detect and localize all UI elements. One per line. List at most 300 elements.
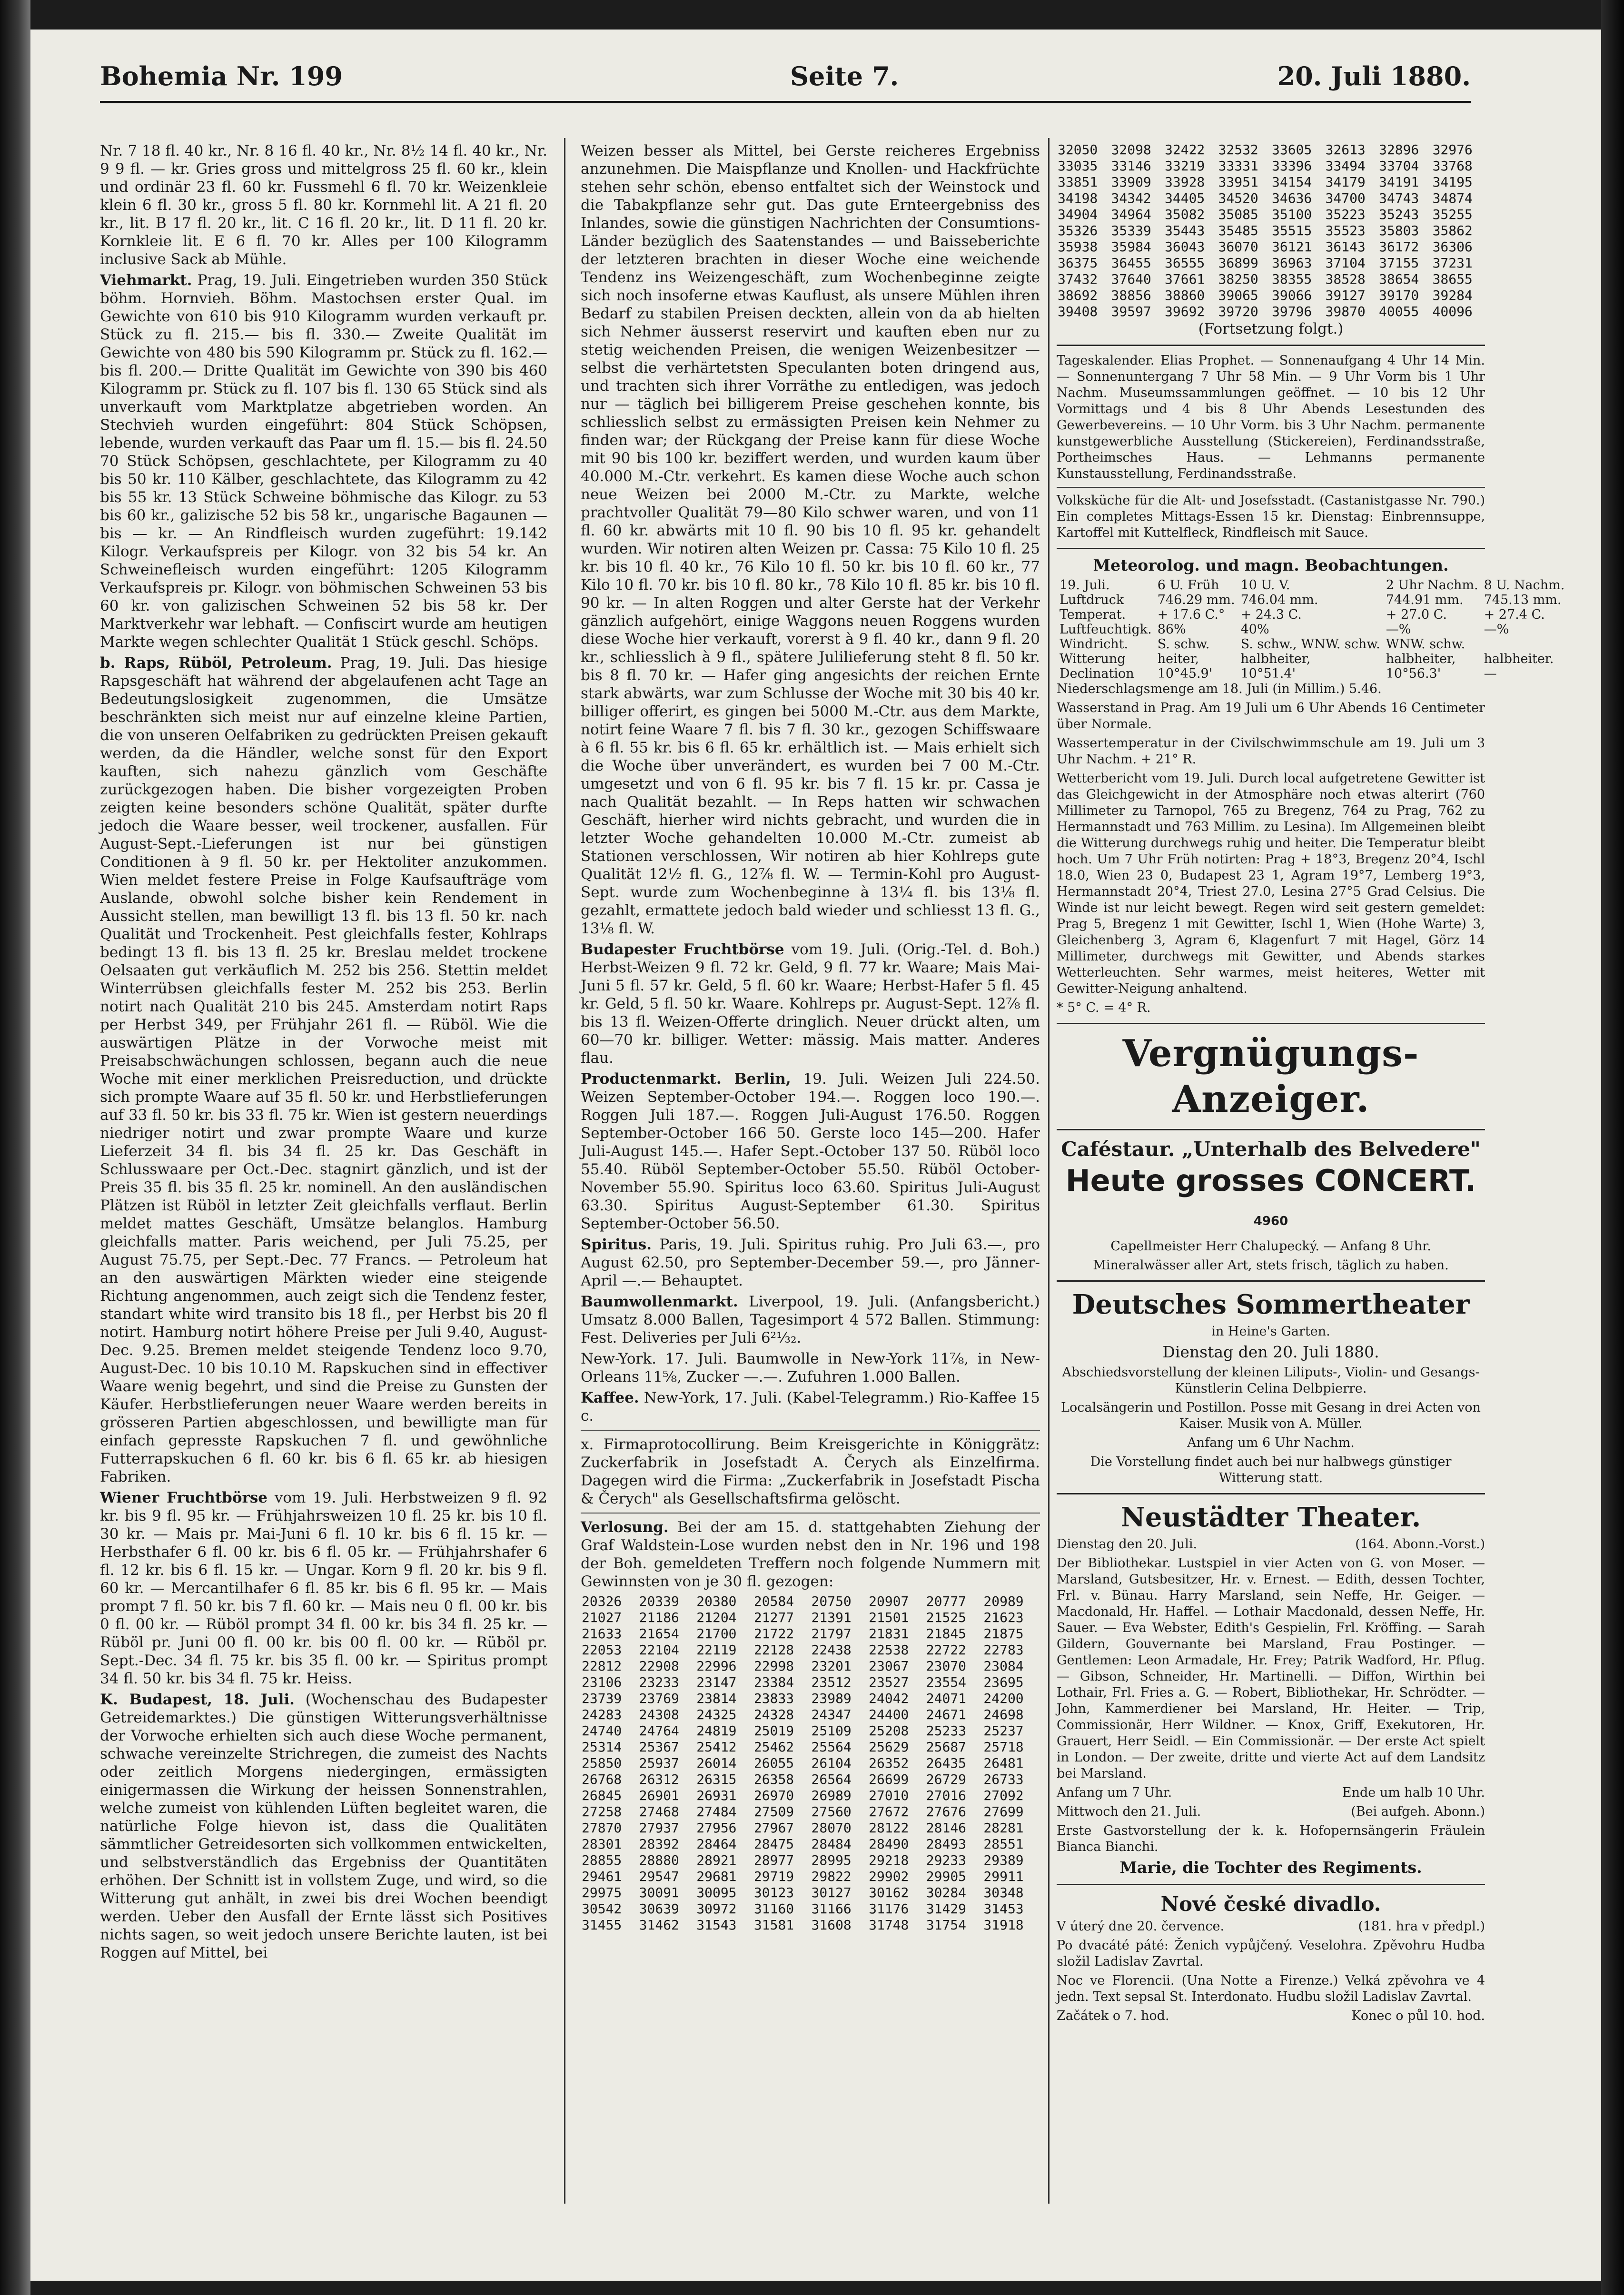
lottery-number: 28921 — [696, 1852, 737, 1868]
lottery-row — [1057, 255, 1485, 271]
header-paper-name: Bohemia Nr. 199 — [100, 61, 343, 91]
lottery-number: 31754 — [926, 1917, 967, 1933]
lottery-row — [581, 1642, 1040, 1658]
budapest-exchange-text: vom 19. Juli. (Orig.-Tel. d. Boh.) Herbst-Weizen 9 fl. 72 kr. Geld, 9 fl. 77 kr. Waare; Mais Mai-Juni 5 fl. 57 kr. Geld, 5 fl. 60 kr. Waare; Herbst-Hafer 5 fl. 45 kr. Geld, 5 fl. 50 kr. Waare. Kohlreps pr. August-Sept. 12⅞ fl. bis 13 fl. Weizen-Offerte dringlich. Neuer drückt alten, um 60—70 kr. billiger. Wetter: mässig. Mais matter. Anderes flau. — [581, 941, 1040, 1067]
lottery-number: 35082 — [1165, 207, 1205, 222]
lottery-number: 33219 — [1165, 158, 1205, 174]
lottery-number: 22812 — [582, 1658, 622, 1674]
lottery-number: 33768 — [1432, 158, 1473, 174]
lottery-number: 21875 — [983, 1626, 1024, 1642]
lottery-number: 34636 — [1272, 190, 1312, 206]
lottery-number: 30284 — [926, 1885, 967, 1900]
soup-kitchen-notice: Volksküche für die Alt- und Josefsstadt. (Castanistgasse Nr. 790.) Ein completes Mittags-Essen 15 kr. Dienstag: Einbrennsuppe, Kartoffel mit Kuttelfleck, Rindfleisch mit Sauce. — [1057, 493, 1485, 540]
lottery-number: 26312 — [639, 1771, 679, 1787]
lottery-number: 25564 — [811, 1739, 852, 1755]
lottery-number: 34179 — [1325, 174, 1366, 190]
lottery-number: 35100 — [1272, 207, 1312, 222]
meteorology-cell: S. schw. — [1157, 637, 1210, 652]
lottery-number: 28475 — [753, 1836, 794, 1852]
lottery-number: 28122 — [869, 1820, 909, 1836]
meteorology-cell: 10°45.9' — [1157, 666, 1213, 681]
lottery-number: 27010 — [869, 1788, 909, 1803]
meteorology-cell: 2 Uhr Nachm. — [1386, 578, 1478, 593]
lottery-row — [1057, 207, 1485, 223]
lottery-row — [581, 1836, 1040, 1852]
lottery-number: 27699 — [983, 1804, 1024, 1820]
rapeseed-heading: b. Raps, Rüböl, Petroleum. — [100, 654, 332, 672]
divider — [1057, 487, 1485, 488]
newyork-cotton-text: New-York. 17. Juli. Baumwolle in New-York 11⅞, in New-Orleans 11⅝, Zucker —.—. Zufuhren 1.000 Ballen. — [581, 1350, 1040, 1385]
meteorology-row — [1057, 593, 1567, 607]
lottery-number: 39408 — [1058, 304, 1098, 319]
czech-theatre-end: Konec o půl 10. hod. — [1351, 2008, 1485, 2023]
lottery-row — [581, 1788, 1040, 1804]
meteorology-cell: —% — [1386, 622, 1411, 637]
summer-theatre-start: Anfang um 6 Uhr Nachm. — [1187, 1435, 1355, 1450]
lottery-number: 39066 — [1272, 287, 1312, 303]
meteorology-cell: 746.29 mm. — [1157, 593, 1235, 607]
lottery-number: 22104 — [639, 1642, 679, 1658]
rapeseed-article — [100, 654, 547, 1486]
meteorology-cell: — — [1484, 666, 1497, 681]
lottery-number: 33928 — [1165, 174, 1205, 190]
cotton-article — [581, 1293, 1040, 1347]
lottery-number: 25718 — [983, 1739, 1024, 1755]
lottery-row — [581, 1901, 1040, 1917]
lottery-row — [1057, 142, 1485, 158]
budapest-exchange-article — [581, 940, 1040, 1067]
lottery-number: 21277 — [753, 1610, 794, 1625]
lottery-number: 29681 — [696, 1869, 737, 1884]
neustadt-theatre-cast: Der Bibliothekar. Lustspiel in vier Acten von G. von Moser. — Marsland, Gutsbesitzer, Hr. v. Ernest. — Edith, dessen Tochter, Frl. v. Bünau. Harry Marsland, sein Neffe, Hr. Geiger. — Macdonald, Hr. Haffel. — Lothair Macdonald, dessen Neffe, Hr. Sauer. — Eva Webster, Edith's Gespielin, Frl. Kröffing. — Sarah Gildern, Gouvernante bei Marsland, Frau Postinger. — Gentlemen: Leon Armadale, Hr. Frey; Patrik Wadford, Hr. Pflug. — Gibson, Schneider, Hr. Martinelli. — Diffon, Wirthin bei Lothair, Frl. Fries a. G. — Robert, Bibliothekar, Hr. Schrödter. — John, Kammerdiener bei Marsland, Hr. Heiter. — Trip, Commissionär, Herr Wildner. — Knox, Griff, Exekutoren, Hr. Grauert, Herr Seidl. — Ein Commissionär. — Der erste Act spielt in London. — Der zweite, dritte und vierte Act auf dem Landsitz bei Marsland. — [1057, 1556, 1485, 1781]
lottery-number: 28070 — [811, 1820, 852, 1836]
lottery-number: 23527 — [869, 1674, 909, 1690]
lottery-number: 38692 — [1058, 287, 1098, 303]
lottery-number: 32532 — [1218, 142, 1258, 158]
lottery-number: 20339 — [639, 1593, 679, 1609]
lottery-number: 39170 — [1379, 287, 1419, 303]
lottery-number: 38250 — [1218, 271, 1258, 287]
neustadt-theatre-next-date: Mittwoch den 21. Juli. — [1057, 1804, 1201, 1819]
lottery-number: 34743 — [1379, 190, 1419, 206]
lottery-row — [1057, 271, 1485, 287]
lottery-number: 29218 — [869, 1852, 909, 1868]
lottery-number: 27509 — [753, 1804, 794, 1820]
lottery-number: 22053 — [582, 1642, 622, 1658]
lottery-number: 26699 — [869, 1771, 909, 1787]
lottery-number: 35485 — [1218, 223, 1258, 238]
header-date: 20. Juli 1880. — [1277, 61, 1471, 91]
czech-theatre-title: Nové české divadlo. — [1160, 1892, 1381, 1916]
lottery-number: 34195 — [1432, 174, 1473, 190]
lottery-number: 23201 — [811, 1658, 852, 1674]
lottery-number: 29911 — [983, 1869, 1024, 1884]
lottery-number: 22908 — [639, 1658, 679, 1674]
lottery-number: 24325 — [696, 1707, 737, 1722]
meteorology-cell: 6 U. Früh — [1157, 578, 1219, 593]
lottery-number: 34405 — [1165, 190, 1205, 206]
lottery-numbers-table-continued — [1057, 142, 1485, 320]
lottery-number: 30639 — [639, 1901, 679, 1917]
lottery-number: 28880 — [639, 1852, 679, 1868]
lottery-number: 33494 — [1325, 158, 1366, 174]
lottery-number: 39796 — [1272, 304, 1312, 319]
meteorology-cell: 745.13 mm. — [1484, 593, 1562, 607]
lottery-number: 37231 — [1432, 255, 1473, 271]
meteorology-cell — [1481, 637, 1568, 652]
lottery-number: 26014 — [696, 1755, 737, 1771]
lottery-number: 35339 — [1111, 223, 1151, 238]
lottery-number: 20326 — [582, 1593, 622, 1609]
lottery-number: 38654 — [1379, 271, 1419, 287]
czech-theatre-subscription: (181. hra v předpl.) — [1358, 1919, 1485, 1934]
lottery-row — [581, 1885, 1040, 1901]
lottery-number: 23695 — [983, 1674, 1024, 1690]
lottery-number: 24819 — [696, 1723, 737, 1739]
lottery-number: 25687 — [926, 1739, 967, 1755]
lottery-number: 36070 — [1218, 239, 1258, 255]
precipitation-note: Niederschlagsmenge am 18. Juli (in Millim.) 5.46. — [1057, 682, 1382, 696]
divider — [581, 1430, 1040, 1431]
lottery-number: 24283 — [582, 1707, 622, 1722]
lottery-number: 33396 — [1272, 158, 1312, 174]
czech-theatre-note: Po dvacáté páté: Ženich vypůjčený. Veselohra. Zpěvohru Hudba složil Ladislav Zavrtal. — [1057, 1938, 1485, 1969]
lottery-number: 31453 — [983, 1901, 1024, 1917]
lottery-number: 36963 — [1272, 255, 1312, 271]
lottery-number: 36172 — [1379, 239, 1419, 255]
lottery-number: 38655 — [1432, 271, 1473, 287]
neustadt-theatre-subscription: (164. Abonn.-Vorst.) — [1355, 1537, 1485, 1552]
lottery-number: 32098 — [1111, 142, 1151, 158]
lottery-numbers-table — [581, 1593, 1040, 1933]
lottery-number: 38860 — [1165, 287, 1205, 303]
lottery-number: 26989 — [811, 1788, 852, 1803]
lottery-number: 29905 — [926, 1869, 967, 1884]
lottery-row — [1057, 223, 1485, 239]
lottery-number: 31429 — [926, 1901, 967, 1917]
lottery-number: 21654 — [639, 1626, 679, 1642]
lottery-number: 38355 — [1272, 271, 1312, 287]
lottery-number: 28281 — [983, 1820, 1024, 1836]
lottery-number: 23554 — [926, 1674, 967, 1690]
lottery-number: 25019 — [753, 1723, 794, 1739]
lottery-number: 28146 — [926, 1820, 967, 1836]
column-2 — [581, 142, 1040, 2203]
lottery-number: 24200 — [983, 1691, 1024, 1706]
lottery-number: 20584 — [753, 1593, 794, 1609]
lottery-heading: Verlosung. — [581, 1519, 669, 1536]
lottery-number: 34520 — [1218, 190, 1258, 206]
lottery-number: 31608 — [811, 1917, 852, 1933]
rapeseed-text: Prag, 19. Juli. Das hiesige Rapsgeschäft hat während der abgelaufenen acht Tage an Bedeutungslosigkeit zugenommen, die Umsätze beschränkten sich meist nur auf einzelne kleine Partien, die von unseren Oelfabriken zu gedrückten Preisen gekauft werden, da die Händler, welche sonst für den Export kauften, sich nahezu gänzlich vom Geschäfte zurückgezogen haben. Die bisher vorgezeigten Proben zeigten keine besonders schöne Qualität, später durfte jedoch die Waare besser, weil trockener, ausfallen. Für August-Sept.-Lieferungen ist nur bei günstigen Conditionen à 9 fl. 50 kr. per Hektoliter anzukommen. Wien meldet festere Preise in Folge Kaufsaufträge vom Auslande, obwohl solche bisher kein Rendement in Aussicht stellen, man bewilligt 13 fl. bis 13 fl. 50 kr. nach Qualität und Trockenheit. Pest gleichfalls fester, Kohlraps bedingt 13 fl. bis 13 fl. 25 kr. Breslau meldet trockene Oelsaaten gut verkäuflich M. 252 bis 256. Stettin meldet Winterrübsen gleichfalls fester M. 252 bis 253. Berlin notirt nach Qualität 210 bis 245. Amsterdam notirt Raps per Herbst 349, per Frühjahr 261 fl. — Rüböl. Wie die auswärtigen Plätze in der Vorwoche meist mit Preisabschwächungen schlossen, begann auch die neue Woche mit einer merklichen Preisreduction, und drückte sich prompte Waare auf 35 fl. 50 kr. und Herbstlieferungen auf 33 fl. 50 kr. bis 33 fl. 75 kr. Wien ist gestern neuerdings niedriger notirt und zwar prompte Waare und kurze Lieferzeit 34 fl. bis 34 fl. 25 kr. Das Geschäft in Schlusswaare per Oct.-Dec. stagnirt gänzlich, und ist der Preis 35 fl. bis 35 fl. 25 kr. nominell. An den ausländischen Plätzen ist Rüböl in letzter Zeit gleichfalls verflaut. Berlin meldet mattes Geschäft, Umsätze belanglos. Hamburg gleichfalls matter. Paris weichend, per Juli 75.25, per August 75.75, per Sept.-Dec. 77 Francs. — Petroleum hat an den auswärtigen Märkten wieder eine steigende Richtung angenommen, auch zeigt sich die Tendenz fester, standart white wird transito bis 18 fl., per Herbst bis 20 fl notirt. Hamburg notirt höhere Preise per Juli 9.40, August-Dec. 9.25. Bremen meldet steigende Tendenz loco 9.70, August-Dec. 10 bis 10.10 M. Rapskuchen sind in effectiver Waare wenig begehrt, und sind die Preise zu Gunsten der Käufer. Herbstlieferungen neuer Waare werden bereits in grösseren Partien abgeschlossen, und bewilligte man für einfach gepresste Rapskuchen 7 fl. und gewöhnliche Futterrapskuchen 6 fl. 60 kr. bis 6 fl. 65 kr. ab hiesigen Fabriken. — [100, 654, 547, 1485]
lottery-number: 23147 — [696, 1674, 737, 1690]
lottery-row — [581, 1658, 1040, 1674]
neustadt-theatre-next-subscription: (Bei aufgeh. Abonn.) — [1351, 1804, 1485, 1819]
lottery-number: 21204 — [696, 1610, 737, 1625]
lottery-number: 27468 — [639, 1804, 679, 1820]
lottery-number: 38528 — [1325, 271, 1366, 287]
coffee-heading: Kaffee. — [581, 1389, 639, 1406]
lottery-number: 26481 — [983, 1755, 1024, 1771]
lottery-number: 26733 — [983, 1771, 1024, 1787]
lottery-number: 32613 — [1325, 142, 1366, 158]
lottery-number: 27092 — [983, 1788, 1024, 1803]
lottery-number: 30091 — [639, 1885, 679, 1900]
lottery-number: 23833 — [753, 1691, 794, 1706]
lottery-row — [581, 1691, 1040, 1707]
lottery-row — [581, 1917, 1040, 1933]
lottery-number: 32422 — [1165, 142, 1205, 158]
lottery-number: 36121 — [1272, 239, 1312, 255]
cattle-market-heading: Viehmarkt. — [100, 272, 192, 289]
lottery-row — [581, 1593, 1040, 1610]
meteorology-cell: Luftfeuchtigk. — [1060, 622, 1152, 637]
meteorology-cell: 40% — [1240, 622, 1269, 637]
lottery-number: 37104 — [1325, 255, 1366, 271]
spiritus-heading: Spiritus. — [581, 1236, 652, 1253]
lottery-number: 35085 — [1218, 207, 1258, 222]
lottery-number: 40096 — [1432, 304, 1473, 319]
lottery-number: 37432 — [1058, 271, 1098, 287]
lottery-number: 23384 — [753, 1674, 794, 1690]
lottery-number: 23084 — [983, 1658, 1024, 1674]
concert-ad — [1057, 1164, 1485, 1238]
lottery-number: 36306 — [1432, 239, 1473, 255]
lottery-row — [1057, 304, 1485, 320]
lottery-number: 34874 — [1432, 190, 1473, 206]
lottery-number: 20750 — [811, 1593, 852, 1609]
meteorology-cell: S. schw., WNW. schw. — [1240, 637, 1380, 652]
lottery-number: 31160 — [753, 1901, 794, 1917]
czech-theatre-times — [1057, 2008, 1485, 2024]
lottery-number: 25850 — [582, 1755, 622, 1771]
lottery-number: 23106 — [582, 1674, 622, 1690]
lottery-number: 31176 — [869, 1901, 909, 1917]
meteorology-row — [1057, 637, 1567, 652]
meteorology-cell: Temperat. — [1060, 607, 1126, 622]
column-divider-2 — [1048, 138, 1050, 2204]
lottery-number: 23512 — [811, 1674, 852, 1690]
lottery-row — [1057, 174, 1485, 190]
lottery-number: 29975 — [582, 1885, 622, 1900]
lottery-number: 21700 — [696, 1626, 737, 1642]
lottery-number: 38856 — [1111, 287, 1151, 303]
lottery-row — [581, 1755, 1040, 1771]
weather-report: Wetterbericht vom 19. Juli. Durch local aufgetretene Gewitter ist das Gleichgewicht in der Atmosphäre noch etwas alterirt (760 Millimeter zu Tarnopol, 765 zu Bregenz, 764 zu Prag, 762 zu Hermannstadt und 763 Millim. zu Lesina). Im Allgemeinen bleibt die Witterung durchwegs ruhig und heiter. Die Temperatur bleibt hoch. Um 7 Uhr Früh notirten: Prag + 18°3, Bregenz 20°4, Ischl 18.0, Wien 23 0, Budapest 23 1, Agram 19°7, Lemberg 19°3, Hermannstadt 20°4, Triest 27.0, Lesina 27°5 Grad Celsius. Die Winde ist nur leicht bewegt. Regen wird seit gestern gemeldet: Prag 5, Bregenz 1 mit Gewitter, Ischl 1, Wien (Hohe Warte) 3, Gleichenberg 3, Agram 6, Klagenfurt 7 mit Hagel, Görz 14 Millimeter, durchwegs mit Gewitter, und Abends starkes Wetterleuchten. Sehr warmes, meist heiteres, Wetter mit Gewitter-Neigung anhaltend. — [1057, 771, 1485, 996]
meteorology-cell: heiter, — [1157, 652, 1199, 666]
lottery-number: 21633 — [582, 1626, 622, 1642]
lottery-number: 24671 — [926, 1707, 967, 1722]
lottery-number: 37640 — [1111, 271, 1151, 287]
lottery-number: 26768 — [582, 1771, 622, 1787]
lottery-number: 26358 — [753, 1771, 794, 1787]
lottery-row — [581, 1610, 1040, 1626]
lottery-number: 29547 — [639, 1869, 679, 1884]
lottery-number: 34191 — [1379, 174, 1419, 190]
lottery-number: 25937 — [639, 1755, 679, 1771]
spiritus-article — [581, 1236, 1040, 1290]
divider — [1057, 1884, 1485, 1885]
meteorology-cell: 10°51.4' — [1240, 666, 1296, 681]
lottery-number: 26729 — [926, 1771, 967, 1787]
lottery-number: 39284 — [1432, 287, 1473, 303]
lottery-number: 22996 — [696, 1658, 737, 1674]
lottery-number: 37661 — [1165, 271, 1205, 287]
lottery-number: 30095 — [696, 1885, 737, 1900]
column-3 — [1057, 142, 1565, 2203]
lottery-number: 25314 — [582, 1739, 622, 1755]
lottery-number: 36375 — [1058, 255, 1098, 271]
lottery-number: 21845 — [926, 1626, 967, 1642]
header-page-number: Seite 7. — [790, 61, 899, 91]
lottery-number: 28493 — [926, 1836, 967, 1852]
lottery-number: 24042 — [869, 1691, 909, 1706]
lottery-number: 35223 — [1325, 207, 1366, 222]
lottery-number: 26352 — [869, 1755, 909, 1771]
czech-theatre-date: V úterý dne 20. července. — [1057, 1919, 1225, 1934]
lottery-row — [581, 1707, 1040, 1723]
lottery-number: 25233 — [926, 1723, 967, 1739]
meteorology-cell: Declination — [1060, 666, 1134, 681]
lottery-number: 26315 — [696, 1771, 737, 1787]
lottery-row — [1057, 239, 1485, 255]
neustadt-theatre-date: Dienstag den 20. Juli. — [1057, 1537, 1198, 1552]
summer-theatre-play: Localsängerin und Postillon. Posse mit Gesang in drei Acten von Kaiser. Musik von A. Müller. — [1061, 1400, 1481, 1431]
meteorology-cell: + 24.3 C. — [1240, 607, 1302, 622]
lottery-number: 26055 — [753, 1755, 794, 1771]
lottery-number: 22119 — [696, 1642, 737, 1658]
divider — [1057, 1023, 1485, 1024]
summer-theatre-weather-note: Die Vorstellung findet auch bei nur halbwegs günstiger Witterung statt. — [1090, 1454, 1452, 1485]
lottery-number: 33331 — [1218, 158, 1258, 174]
neustadt-theatre-end: Ende um halb 10 Uhr. — [1342, 1785, 1485, 1800]
lottery-number: 21831 — [869, 1626, 909, 1642]
lottery-number: 33909 — [1111, 174, 1151, 190]
coffee-article — [581, 1389, 1040, 1425]
lottery-number: 28484 — [811, 1836, 852, 1852]
meteorology-cell: halbheiter. — [1484, 652, 1554, 666]
lottery-number: 23739 — [582, 1691, 622, 1706]
lottery-number: 36143 — [1325, 239, 1366, 255]
lottery-row — [581, 1804, 1040, 1820]
meteorology-row — [1057, 578, 1567, 593]
column-1 — [100, 142, 547, 2203]
cotton-heading: Baumwollenmarkt. — [581, 1293, 738, 1310]
neustadt-theatre-title: Neustädter Theater. — [1120, 1502, 1421, 1533]
divider — [1057, 1280, 1485, 1282]
lottery-number: 21391 — [811, 1610, 852, 1625]
lottery-number: 25208 — [869, 1723, 909, 1739]
meteorology-cell: + 27.4 C. — [1484, 607, 1545, 622]
mill-prices-text: Nr. 7 18 fl. 40 kr., Nr. 8 16 fl. 40 kr., Nr. 8½ 14 fl. 40 kr., Nr. 9 9 fl. — kr. Gries gross und mittelgross 25 fl. 60 kr., klein und ordinär 23 fl. 60 kr. Fussmehl 6 fl. 70 kr. Weizenkleie klein 6 fl. 30 kr., gross 5 fl. 80 kr. Kornmehl lit. A 21 fl. 20 kr., lit. B 17 fl. 20 kr., lit. C 16 fl. 20 kr., lit. D 11 fl. 20 kr. Kornkleie lit. E 6 fl. 70 kr. Alles per 100 Kilogramm inclusive Sack ab Mühle. — [100, 142, 547, 268]
lottery-number: 27956 — [696, 1820, 737, 1836]
page-header — [100, 61, 1471, 94]
lottery-number: 23769 — [639, 1691, 679, 1706]
berlin-market-heading: Productenmarkt. Berlin, — [581, 1070, 791, 1088]
header-rule — [100, 101, 1471, 103]
meteorology-row — [1057, 652, 1567, 666]
temperature-footnote: * 5° C. = 4° R. — [1057, 1000, 1151, 1015]
cattle-market-text: Prag, 19. Juli. Eingetrieben wurden 350 Stück böhm. Hornvieh. Böhm. Mastochsen erster Qual. im Gewichte von 610 bis 910 Kilogramm wurden verkauft pr. Stück zu fl. 215.— bis fl. 330.— Zweite Qualität im Gewichte von 480 bis 590 Kilogramm pr. Stück zu fl. 162.— bis fl. 200.— Dritte Qualität im Gewichte von 390 bis 460 Kilogramm pr. Stück zu fl. 107 bis fl. 130 65 Stück sind als unverkauft vom Marktplatze abgetrieben worden. An Stechvieh wurden eingeführt: 804 Stück Schöpsen, lebende, wurden verkauft das Paar um fl. 15.— bis fl. 24.50 70 Stück Schöpsen, geschlachtete, per Kilogramm zu 40 bis 50 kr. 110 Kälber, geschlachtete, das Kilogramm zu 42 bis 55 kr. 13 Stück Schweine böhmische das Kilogr. zu 53 bis 60 kr., galizische 52 bis 58 kr., ungarische Bagaunen — bis — kr. — An Rindfleisch wurden zugeführt: 19.142 Kilogr. Verkaufspreis per Kilogr. von 32 bis 54 kr. An Schweinefleisch wurden eingeführt: 1205 Kilogramm Verkaufspreis pr. Kilogr. von böhmischen Schweinen 53 bis 60 kr. von galizischen Schweinen 52 bis 58 kr. Der Marktverkehr war lebhaft. — Confiscirt wurde am heutigen Markte wegen schlechter Qualität 1 Stück geschl. Schöps. — [100, 272, 548, 651]
lottery-number: 26104 — [811, 1755, 852, 1771]
page-edge-left — [0, 0, 30, 2295]
lottery-number: 24308 — [639, 1707, 679, 1722]
lottery-number: 39597 — [1111, 304, 1151, 319]
lottery-number: 28855 — [582, 1852, 622, 1868]
lottery-number: 35243 — [1379, 207, 1419, 222]
lottery-number: 21186 — [639, 1610, 679, 1625]
lottery-row — [581, 1771, 1040, 1788]
lottery-number: 22998 — [753, 1658, 794, 1674]
vienna-exchange-heading: Wiener Fruchtbörse — [100, 1489, 268, 1506]
lottery-number: 31918 — [983, 1917, 1024, 1933]
spiritus-text: Paris, 19. Juli. Spiritus ruhig. Pro Juli 63.—, pro August 62.50, pro September-December 59.—, pro Jänner-April —.— Behauptet. — [581, 1236, 1040, 1289]
budapest-weekly-continued: Weizen besser als Mittel, bei Gerste reicheres Ergebniss anzunehmen. Die Maispflanze und Knollen- und Hackfrüchte stehen sehr schön, ebenso entfaltet sich der Weinstock und die Tabakpflanze sehr gut. Das gute Ernteergebniss des Inlandes, sowie die günstigen Nachrichten der Consumtions-Länder bezüglich des Saatenstandes — und Baisseberichte der letzteren brachten in dieser Woche eine weichende Tendenz ins Weizengeschäft, zum Wochenbeginne zeigte sich noch insoferne etwas Kauflust, als unsere Mühlen ihren Bedarf zu stabilen Preisen deckten, allein von da ab hielten sich Nehmer äusserst reservirt und kauften eben nur zu stetig weichenden Preisen, die wenigen Weizenbesitzer — selbst die verhärtetsten Speculanten boten dringend aus, und trachten sich ihrer Vorräthe zu entledigen, was jedoch nur — täglich bei billigerem Preise geschehen konnte, bis schliesslich selbst zu ermässigten Preisen kein Nehmer zu finden war; der Rückgang der Preise kann für diese Woche mit 90 bis 100 kr. beziffert werden, und wurden kaum über 40.000 M.-Ctr. verkehrt. Es kamen diese Woche auch schon neue Weizen bei 2000 M.-Ctr. zu Markte, welche prachtvoller Qualität 79—80 Kilo schwer waren, und von 11 fl. 60 kr. abwärts mit 10 fl. 90 bis 10 fl. 95 kr. gehandelt wurden. Wir notiren alten Weizen pr. Cassa: 75 Kilo 10 fl. 25 kr. bis 10 fl. 40 kr., 76 Kilo 10 fl. 50 kr. bis 10 fl. 60 kr., 77 Kilo 10 fl. 70 kr. bis 10 fl. 80 kr., 78 Kilo 10 fl. 85 kr. bis 10 fl. 90 kr. — In alten Roggen und alter Gerste hat der Verkehr gänzlich aufgehört, einige Waggons neuen Roggens wurden diese Woche hier verkauft, vorerst à 9 fl. 40 kr., dann 9 fl. 20 kr., schliesslich à 9 fl., spätere Julilieferung steht 8 fl. 50 kr. bis 8 fl. 70 kr. — Hafer ging angesichts der reichen Ernte stark abwärts, war zum Schlusse der Woche mit 30 bis 40 kr. billiger offerirt, es gingen bei 5000 M.-Ctr. aus dem Markte, notirt feine Waare 7 fl. bis 7 fl. 30 kr., gezogen Schiffswaare à 6 fl. 55 kr. bis 6 fl. 65 kr. erhältlich ist. — Mais erhielt sich die Woche über unverändert, es wurden bei 7 00 M.-Ctr. umgesetzt und von 6 fl. 95 kr. bis 7 fl. 15 kr. pr. Cassa je nach Qualität bezahlt. — In Reps hatten wir schwachen Geschäft, hierher wird nichts gebracht, und wurden die in letzter Woche gehandelten 10.000 M.-Ctr. zumeist ab Stationen verschlossen, Wir notiren ab hier Kohlreps gute Qualität 12½ fl. G., 12⅞ fl. W. — Termin-Kohl pro August-Sept. wurde zum Wochenbeginne à 13¼ fl. bis 13⅛ fl. gezahlt, ermattete jedoch bald wieder und schliesst 13 fl. G., 13⅛ fl. W. — [581, 142, 1040, 937]
lottery-number: 31462 — [639, 1917, 679, 1933]
lottery-article — [581, 1518, 1040, 1591]
lottery-number: 30348 — [983, 1885, 1024, 1900]
lottery-number: 30123 — [753, 1885, 794, 1900]
neustadt-theatre-times — [1057, 1785, 1485, 1801]
lottery-number: 39720 — [1218, 304, 1258, 319]
cafe-restaurant-name: Caféstaur. „Unterhalb des Belvedere" — [1061, 1138, 1481, 1161]
lottery-number: 33951 — [1218, 174, 1258, 190]
czech-theatre-start: Začátek o 7. hod. — [1057, 2008, 1169, 2023]
cattle-market-article — [100, 271, 547, 651]
lottery-number: 35255 — [1432, 207, 1473, 222]
meteorology-cell: Luftdruck — [1060, 593, 1124, 607]
lottery-row — [581, 1626, 1040, 1642]
summer-theatre-farewell: Abschiedsvorstellung der kleinen Liliputs-, Violin- und Gesangs-Künstlerin Celina Delbpierre. — [1062, 1365, 1480, 1396]
lottery-number: 34904 — [1058, 207, 1098, 222]
lottery-number: 31543 — [696, 1917, 737, 1933]
cotton-text: Liverpool, 19. Juli. (Anfangsbericht.) Umsatz 8.000 Ballen, Tagesimport 4 572 Ballen. Stimmung: Fest. Deliveries per Juli 6²¹⁄₃₂. — [581, 1293, 1040, 1346]
lottery-number: 25109 — [811, 1723, 852, 1739]
meteorology-cell: 8 U. Nachm. — [1484, 578, 1565, 593]
lottery-number: 22538 — [869, 1642, 909, 1658]
meteorology-cell: + 27.0 C. — [1386, 607, 1447, 622]
czech-theatre-play: Noc ve Florencii. (Una Notte a Firenze.) Velká zpěvohra ve 4 jedn. Text sepsal St. Interdonato. Hudbu složil Ladislav Zavrtal. — [1057, 1973, 1485, 2004]
lottery-number: 26845 — [582, 1788, 622, 1803]
berlin-market-article — [581, 1070, 1040, 1233]
lottery-number: 34700 — [1325, 190, 1366, 206]
lottery-number: 22438 — [811, 1642, 852, 1658]
lottery-number: 36455 — [1111, 255, 1151, 271]
neustadt-theatre-next-play: Marie, die Tochter des Regiments. — [1119, 1858, 1422, 1877]
lottery-number: 26931 — [696, 1788, 737, 1803]
lottery-row — [581, 1674, 1040, 1691]
meteorology-cell: 744.91 mm. — [1386, 593, 1464, 607]
lottery-number: 32896 — [1379, 142, 1419, 158]
water-temperature-note: Wassertemperatur in der Civilschwimmschule am 19. Juli um 3 Uhr Nachm. + 21° R. — [1057, 736, 1485, 767]
budapest-weekly-text: (Wochenschau des Budapester Getreidemarktes.) Die günstigen Witterungsverhältnisse der Vorwoche erhielten sich auch diese Woche permanent, schwache vereinzelte Strichregen, die zumeist des Nachts oder zeitlich Morgens niedergingen, ermässigten einigermassen die Wirkung der heissen Sonnenstrahlen, welche zumeist von kühlenden Lüften begleitet waren, die natürliche Folge hievon ist, dass die Qualitäten sämmtlicher Getreidesorten sich vollkommen entwickelten, und selbstverständlich das Ergebniss der Quantitäten erhöhen. Der Schnitt ist in vollstem Zuge, und wird, so die Witterung gut anhält, in zwei bis drei Wochen beendigt werden. Ueber den Ausfall der Ernte lässt sich Positives nichts sagen, so weit jedoch unsere Berichte lauten, ist bei Roggen auf Mittel, bei — [100, 1691, 548, 1961]
lottery-number: 35803 — [1379, 223, 1419, 238]
lottery-number: 21525 — [926, 1610, 967, 1625]
divider — [1057, 1493, 1485, 1494]
lottery-row — [581, 1852, 1040, 1869]
bandmaster-line: Capellmeister Herr Chalupecký. — Anfang 8 Uhr. — [1110, 1239, 1431, 1254]
lottery-number: 23233 — [639, 1674, 679, 1690]
lottery-number: 33851 — [1058, 174, 1098, 190]
lottery-number: 28464 — [696, 1836, 737, 1852]
meteorology-cell: Witterung — [1060, 652, 1126, 666]
budapest-weekly-heading: K. Budapest, 18. Juli. — [100, 1691, 295, 1708]
neustadt-theatre-start: Anfang um 7 Uhr. — [1057, 1785, 1172, 1800]
meteorology-cell: 19. Juli. — [1060, 578, 1110, 593]
lottery-number: 30127 — [811, 1885, 852, 1900]
lottery-number: 28995 — [811, 1852, 852, 1868]
lottery-number: 37155 — [1379, 255, 1419, 271]
